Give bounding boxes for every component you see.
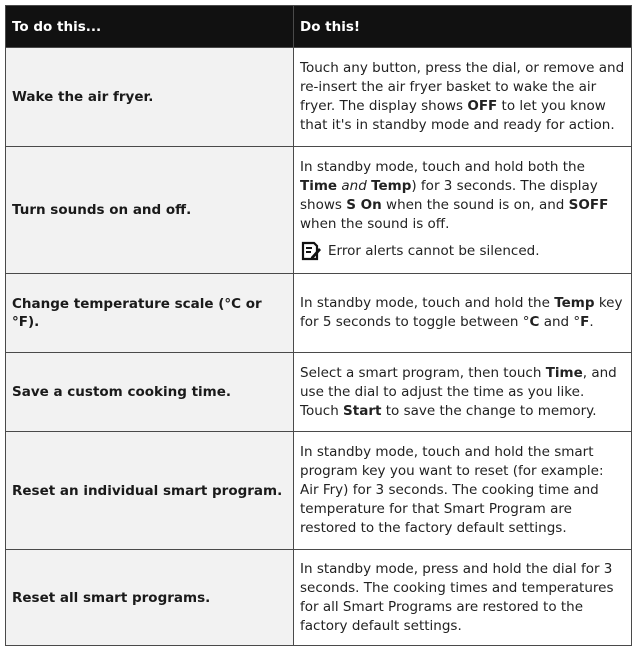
task-cell: Save a custom cooking time. xyxy=(6,353,294,432)
task-cell: Wake the air fryer. xyxy=(6,48,294,147)
table-row xyxy=(6,353,632,432)
table-row xyxy=(6,550,632,646)
action-cell: In standby mode, touch and hold both the Time and Temp) for 3 seconds. The display shows S On when the sound is on, and SOFF when the sound is off. Error alerts cannot be silenced. xyxy=(294,147,632,274)
action-cell: In standby mode, press and hold the dial for 3 seconds. The cooking times and temperatures for all Smart Programs are restored to the factory default settings. xyxy=(294,550,632,646)
note-pencil-icon xyxy=(300,240,322,262)
task-cell: Turn sounds on and off. xyxy=(6,147,294,274)
task-cell: Change temperature scale (°C or °F). xyxy=(6,274,294,353)
table-row xyxy=(6,274,632,353)
action-cell: In standby mode, touch and hold the smart program key you want to reset (for example: Air Fry) for 3 seconds. The cooking time and temperature for that Smart Program are restored to the factory default settings. xyxy=(294,432,632,550)
header-col-task: To do this... xyxy=(6,6,294,48)
table-row xyxy=(6,48,632,147)
task-cell: Reset an individual smart program. xyxy=(6,432,294,550)
note-text: Error alerts cannot be silenced. xyxy=(328,242,540,259)
action-cell: In standby mode, touch and hold the Temp key for 5 seconds to toggle between °C and °F. xyxy=(294,274,632,353)
instructions-table xyxy=(5,5,632,646)
task-cell: Reset all smart programs. xyxy=(6,550,294,646)
table-header-row xyxy=(6,6,632,48)
action-cell: Select a smart program, then touch Time, and use the dial to adjust the time as you like. Touch Start to save the change to memory. xyxy=(294,353,632,432)
note xyxy=(300,240,625,262)
table-row xyxy=(6,432,632,550)
action-cell: Touch any button, press the dial, or remove and re-insert the air fryer basket to wake the air fryer. The display shows OFF to let you know that it's in standby mode and ready for action. xyxy=(294,48,632,147)
header-col-action: Do this! xyxy=(294,6,632,48)
table-row xyxy=(6,147,632,274)
